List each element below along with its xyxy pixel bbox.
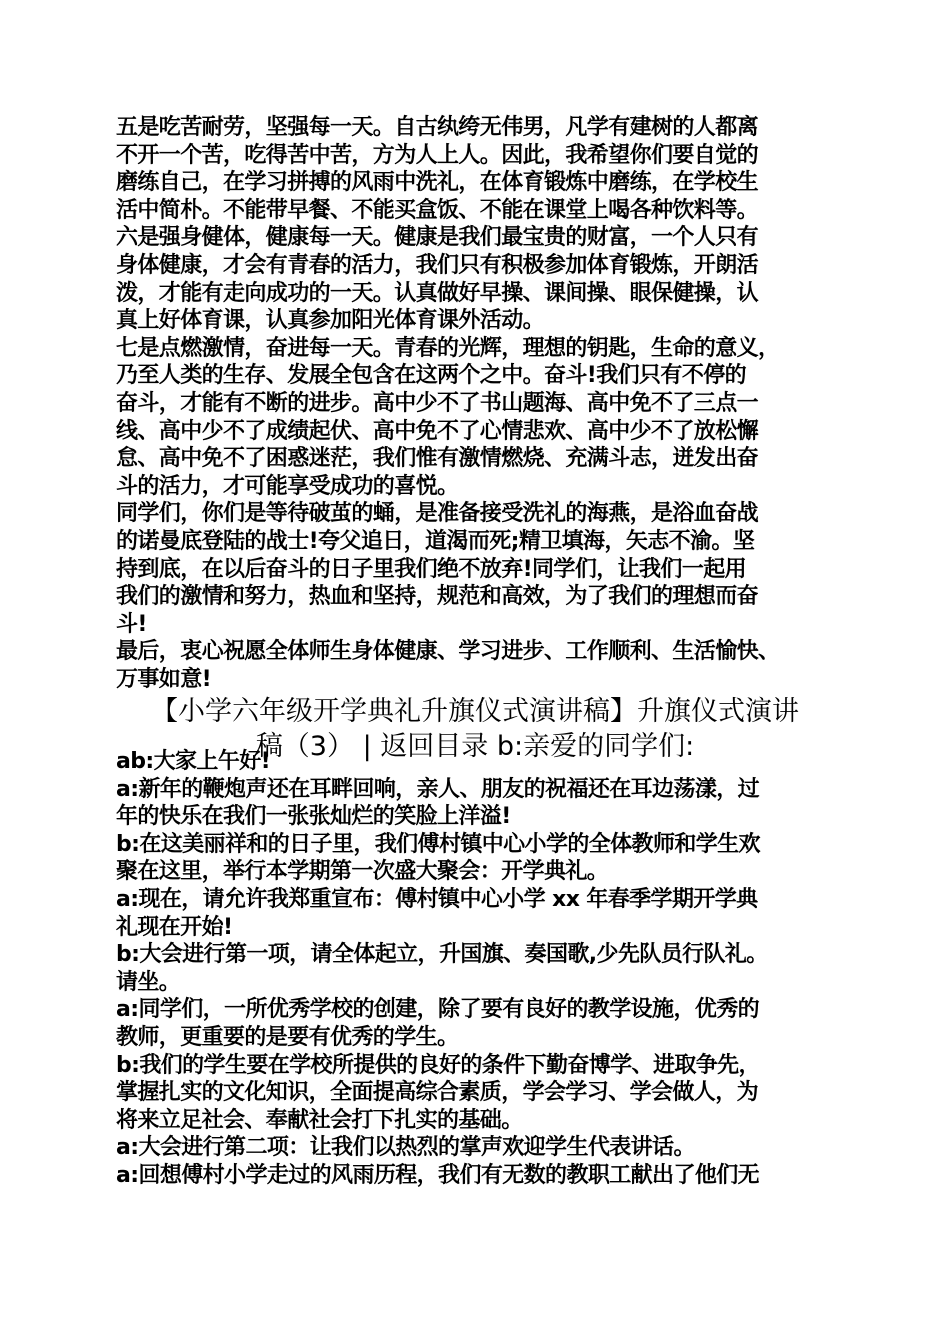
text-line: b:在这美丽祥和的日子里，我们傅村镇中心小学的全体教师和学生欢 [116,831,760,857]
heading-line-2: 稿（3） | 返回目录 b:亲爱的同学们: [255,731,695,762]
text-line: a:同学们，一所优秀学校的创建，除了要有良好的教学设施，优秀的 [116,997,760,1023]
text-line: 年的快乐在我们一张张灿烂的笑脸上洋溢! [116,804,511,830]
text-line: b:我们的学生要在学校所提供的良好的条件下勤奋博学、进取争先， [116,1052,760,1078]
text-line: 同学们，你们是等待破茧的蛹，是准备接受洗礼的海燕，是浴血奋战 [116,501,759,527]
text-line: 最后，衷心祝愿全体师生身体健康、学习进步、工作顺利、生活愉快、 [116,639,780,665]
text-line: 礼现在开始! [116,914,233,940]
text-line: 真上好体育课，认真参加阳光体育课外活动。 [116,308,545,334]
text-line: 奋斗，才能有不断的进步。高中少不了书山题海、高中免不了三点一 [116,390,759,416]
text-line: 泼，才能有走向成功的一天。认真做好早操、课间操、眼保健操，认 [116,280,759,306]
speech-text-part1 [116,114,836,693]
text-line: a:大会进行第二项：让我们以热烈的掌声欢迎学生代表讲话。 [116,1135,695,1161]
text-line: 不开一个苦，吃得苦中苦，方为人上人。因此，我希望你们要自觉的 [116,142,759,168]
text-line: 聚在这里，举行本学期第一次盛大聚会：开学典礼。 [116,859,609,885]
text-line: 万事如意! [116,666,212,692]
text-line: 将来立足社会、奉献社会打下扎实的基础。 [116,1107,523,1133]
text-line: 教师，更重要的是要有优秀的学生。 [116,1024,459,1050]
text-line: 五是吃苦耐劳，坚强每一天。自古纨绔无伟男，凡学有建树的人都离 [116,115,759,140]
text-line: 的诺曼底登陆的战士!夸父追日，道渴而死;精卫填海，矢志不渝。坚 [116,528,755,554]
text-line: ab:大家上午好! [116,749,271,774]
speech-text-part2 [116,748,836,1190]
heading-line-1: 【小学六年级开学典礼升旗仪式演讲稿】升旗仪式演讲 [151,696,799,727]
text-line: 斗的活力，才可能享受成功的喜悦。 [116,473,459,499]
text-line: 六是强身健体，健康每一天。健康是我们最宝贵的财富，一个人只有 [116,225,759,251]
text-line: 磨练自己，在学习拼搏的风雨中洗礼，在体育锻炼中磨练，在学校生 [116,170,759,196]
text-line: 掌握扎实的文化知识，全面提高综合素质，学会学习、学会做人，为 [116,1080,759,1106]
text-line: 七是点燃激情，奋进每一天。青春的光辉，理想的钥匙，生命的意义， [116,335,780,361]
text-line: 我们的激情和努力，热血和坚持，规范和高效，为了我们的理想而奋 [116,584,759,610]
text-line: 持到底，在以后奋斗的日子里我们绝不放弃!同学们，让我们一起用 [116,556,747,582]
text-line: a:现在，请允许我郑重宣布：傅村镇中心小学 xx 年春季学期开学典 [116,886,758,912]
text-line: 乃至人类的生存、发展全包含在这两个之中。奋斗!我们只有不停的 [116,363,747,389]
text-line: 斗! [116,611,147,637]
text-line: 线、高中少不了成绩起伏、高中免不了心情悲欢、高中少不了放松懈 [116,418,759,444]
text-line: 请坐。 [116,969,181,995]
text-line: a:回想傅村小学走过的风雨历程，我们有无数的教职工献出了他们无 [116,1162,760,1188]
text-line: 怠、高中免不了困惑迷茫，我们惟有激情燃烧、充满斗志，迸发出奋 [116,446,759,472]
text-line: 身体健康，才会有青春的活力，我们只有积极参加体育锻炼，开朗活 [116,252,759,278]
text-line: 活中简朴。不能带早餐、不能买盒饭、不能在课堂上喝各种饮料等。 [116,197,759,223]
text-line: b:大会进行第一项，请全体起立，升国旗、奏国歌,少先队员行队礼。 [116,942,768,968]
text-line: a:新年的鞭炮声还在耳畔回响，亲人、朋友的祝福还在耳边荡漾，过 [116,776,760,802]
